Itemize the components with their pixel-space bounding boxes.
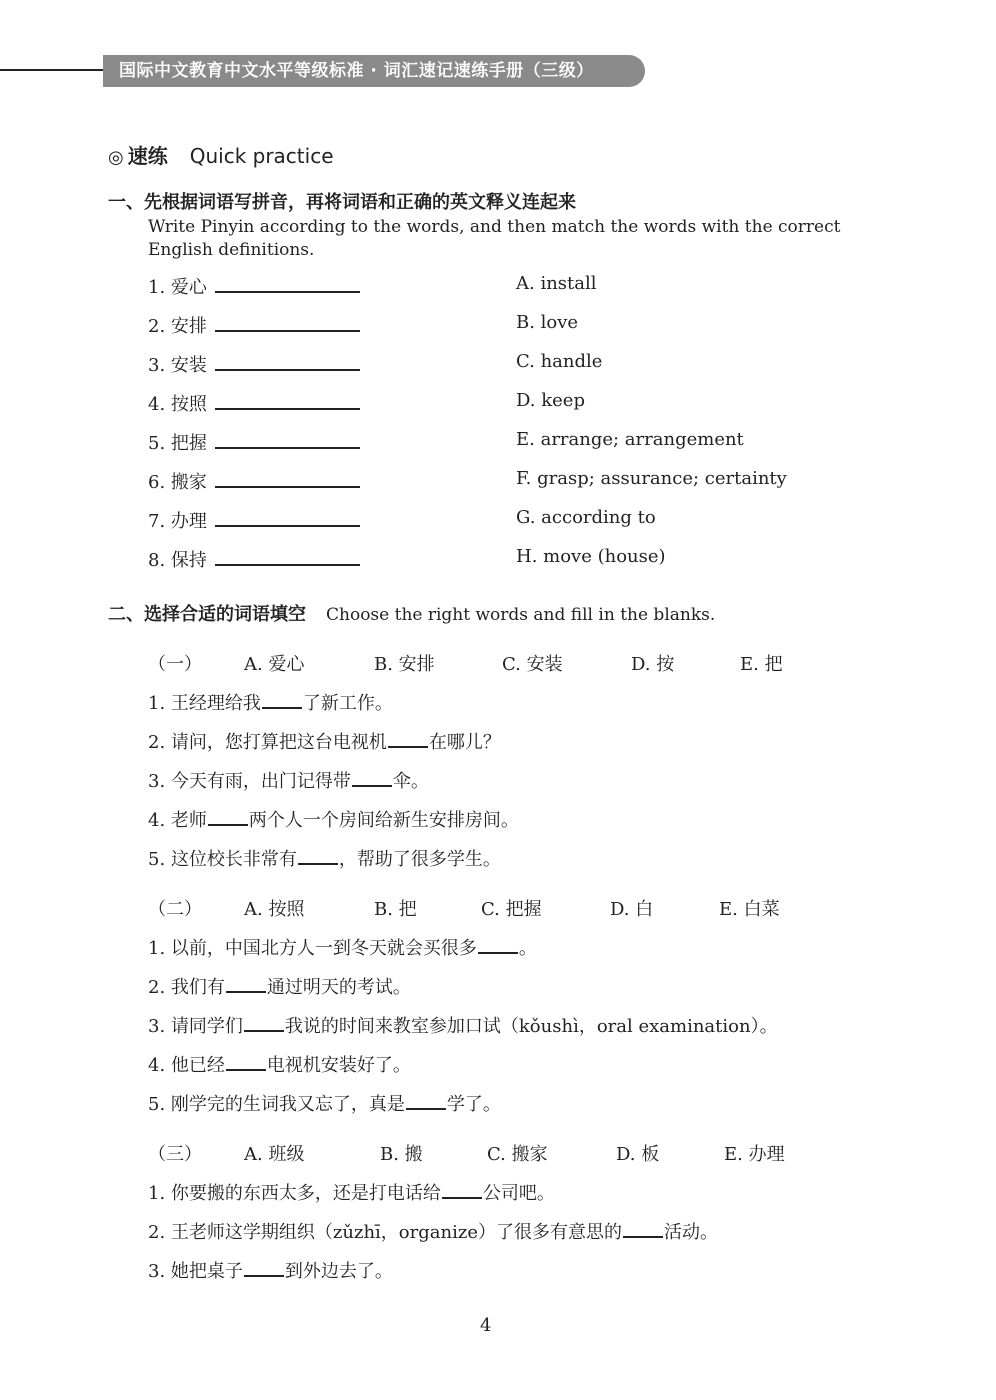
question-text: 3. 今天有雨，出门记得带 xyxy=(148,771,351,792)
definition-item: F. grasp; assurance; certainty xyxy=(516,468,787,489)
answer-blank[interactable] xyxy=(442,1183,482,1199)
question-text: 1. 你要搬的东西太多，还是打电话给 xyxy=(148,1183,441,1204)
answer-blank[interactable] xyxy=(262,693,302,709)
pinyin-blank[interactable] xyxy=(215,509,360,527)
answer-blank[interactable] xyxy=(226,977,266,993)
question-text: 电视机安装好了。 xyxy=(266,1055,411,1076)
word-option: C. 搬家 xyxy=(487,1144,548,1165)
question-text: 。 xyxy=(518,938,537,959)
word-item xyxy=(148,351,360,377)
word-option: B. 安排 xyxy=(374,654,435,675)
definition-item: B. love xyxy=(516,312,579,333)
fill-blank-question xyxy=(148,767,429,793)
answer-blank[interactable] xyxy=(208,810,248,826)
word-option: D. 白 xyxy=(610,899,654,920)
question-text: ，帮助了很多学生。 xyxy=(338,849,501,870)
question-text: 2. 请问，您打算把这台电视机 xyxy=(148,732,387,753)
word-option: D. 板 xyxy=(616,1144,660,1165)
word-option: C. 安装 xyxy=(502,654,563,675)
section-title xyxy=(108,140,334,169)
word-item xyxy=(148,546,360,572)
fill-blank-question xyxy=(148,934,537,960)
part2-heading-cn: 二、选择合适的词语填空 xyxy=(108,604,306,625)
part1-heading: 一、先根据词语写拼音，再将词语和正确的英文释义连起来 xyxy=(108,192,576,213)
answer-blank[interactable] xyxy=(623,1222,663,1238)
page-number: 4 xyxy=(480,1315,492,1336)
definition-item: A. install xyxy=(516,273,597,294)
word-option: E. 把 xyxy=(740,654,783,675)
question-text: 3. 请同学们 xyxy=(148,1016,243,1037)
word-option: D. 按 xyxy=(631,654,675,675)
question-text: 在哪儿？ xyxy=(428,732,501,753)
fill-blank-question xyxy=(148,1090,501,1116)
word-option: B. 把 xyxy=(374,899,417,920)
question-text: 1. 王经理给我 xyxy=(148,693,261,714)
section-title-en: Quick practice xyxy=(189,144,334,168)
fill-blank-question xyxy=(148,728,501,754)
fill-blank-question xyxy=(148,973,411,999)
answer-blank[interactable] xyxy=(226,1055,266,1071)
answer-blank[interactable] xyxy=(388,732,428,748)
word-item xyxy=(148,429,360,455)
group-label: （二） xyxy=(148,899,202,920)
question-text: 活动。 xyxy=(663,1222,718,1243)
definition-item: E. arrange; arrangement xyxy=(516,429,744,450)
question-text: 3. 她把桌子 xyxy=(148,1261,243,1282)
question-text: 通过明天的考试。 xyxy=(266,977,411,998)
question-text: 5. 这位校长非常有 xyxy=(148,849,297,870)
question-text: 我说的时间来教室参加口试（kǒushì，oral examination）。 xyxy=(284,1016,778,1037)
fill-blank-question xyxy=(148,1218,718,1244)
answer-blank[interactable] xyxy=(298,849,338,865)
running-header: 国际中文教育中文水平等级标准 · 词汇速记速练手册（三级） xyxy=(103,55,645,87)
word-label: 6. 搬家 xyxy=(148,472,207,493)
fill-blank-question xyxy=(148,1051,411,1077)
circle-mark-icon: ◎ xyxy=(108,147,124,168)
pinyin-blank[interactable] xyxy=(215,392,360,410)
question-text: 伞。 xyxy=(392,771,429,792)
word-label: 8. 保持 xyxy=(148,550,207,571)
answer-blank[interactable] xyxy=(478,938,518,954)
word-item xyxy=(148,507,360,533)
word-option: A. 按照 xyxy=(244,899,305,920)
definition-item: C. handle xyxy=(516,351,603,372)
pinyin-blank[interactable] xyxy=(215,275,360,293)
definition-item: D. keep xyxy=(516,390,585,411)
group-label: （三） xyxy=(148,1144,202,1165)
word-label: 3. 安装 xyxy=(148,355,207,376)
part2-heading-en: Choose the right words and fill in the blanks. xyxy=(326,605,716,625)
question-text: 5. 刚学完的生词我又忘了，真是 xyxy=(148,1094,405,1115)
question-text: 1. 以前，中国北方人一到冬天就会买很多 xyxy=(148,938,477,959)
part2-heading xyxy=(108,600,715,626)
fill-blank-question xyxy=(148,689,393,715)
question-text: 4. 他已经 xyxy=(148,1055,225,1076)
answer-blank[interactable] xyxy=(406,1094,446,1110)
word-item xyxy=(148,273,360,299)
word-label: 5. 把握 xyxy=(148,433,207,454)
word-option: E. 办理 xyxy=(724,1144,785,1165)
question-text: 到外边去了。 xyxy=(284,1261,393,1282)
pinyin-blank[interactable] xyxy=(215,548,360,566)
question-text: 4. 老师 xyxy=(148,810,207,831)
answer-blank[interactable] xyxy=(244,1016,284,1032)
question-text: 2. 王老师这学期组织（zǔzhī，organize）了很多有意思的 xyxy=(148,1222,622,1243)
fill-blank-question xyxy=(148,1012,778,1038)
pinyin-blank[interactable] xyxy=(215,353,360,371)
word-item xyxy=(148,312,360,338)
word-label: 7. 办理 xyxy=(148,511,207,532)
fill-blank-question xyxy=(148,806,519,832)
question-text: 学了。 xyxy=(446,1094,501,1115)
pinyin-blank[interactable] xyxy=(215,431,360,449)
word-option: C. 把握 xyxy=(481,899,542,920)
word-label: 2. 安排 xyxy=(148,316,207,337)
section-title-cn: 速练 xyxy=(127,144,168,168)
group-label: （一） xyxy=(148,654,202,675)
answer-blank[interactable] xyxy=(244,1261,284,1277)
header-rule xyxy=(0,69,120,71)
part1-instruction: Write Pinyin according to the words, and then match the words with the correct English definitions. xyxy=(148,217,841,260)
word-label: 4. 按照 xyxy=(148,394,207,415)
question-text: 两个人一个房间给新生安排房间。 xyxy=(248,810,519,831)
answer-blank[interactable] xyxy=(352,771,392,787)
question-text: 2. 我们有 xyxy=(148,977,225,998)
word-option: E. 白菜 xyxy=(719,899,780,920)
pinyin-blank[interactable] xyxy=(215,470,360,488)
word-option: B. 搬 xyxy=(380,1144,423,1165)
word-item xyxy=(148,468,360,494)
word-option: A. 爱心 xyxy=(244,654,305,675)
definition-item: H. move (house) xyxy=(516,546,666,567)
word-option: A. 班级 xyxy=(244,1144,305,1165)
question-text: 了新工作。 xyxy=(302,693,393,714)
fill-blank-question xyxy=(148,845,501,871)
pinyin-blank[interactable] xyxy=(215,314,360,332)
definition-item: G. according to xyxy=(516,507,656,528)
fill-blank-question xyxy=(148,1257,393,1283)
word-item xyxy=(148,390,360,416)
question-text: 公司吧。 xyxy=(482,1183,555,1204)
fill-blank-question xyxy=(148,1179,555,1205)
word-label: 1. 爱心 xyxy=(148,277,207,298)
